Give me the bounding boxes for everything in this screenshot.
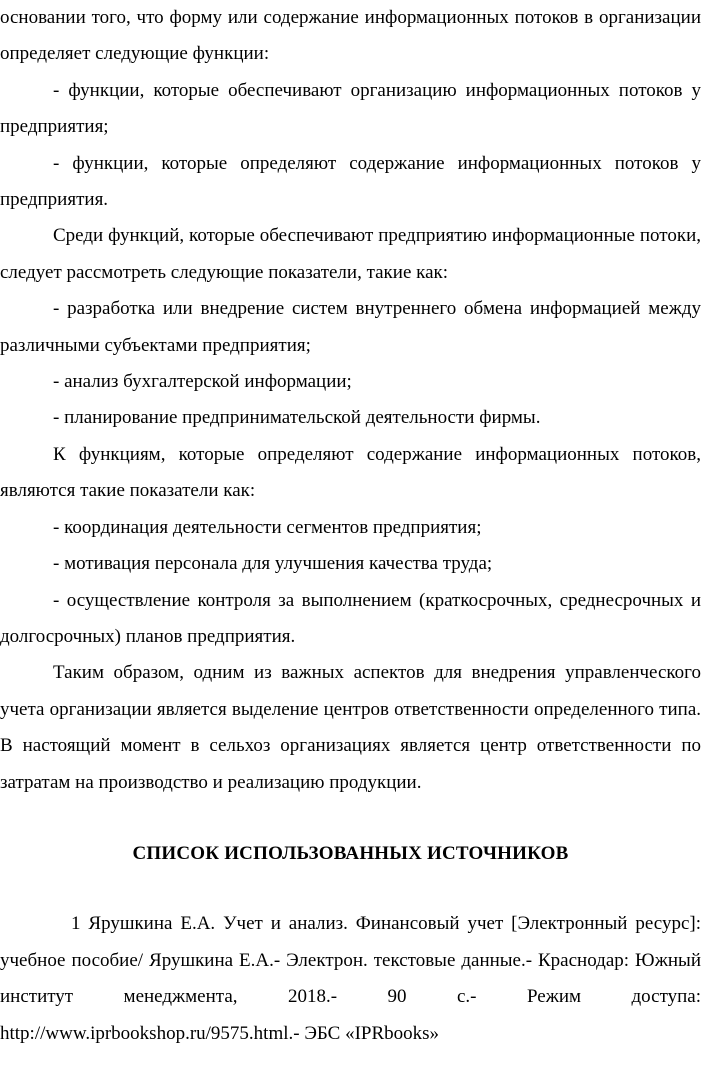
paragraph-functions-intro: Среди функций, которые обеспечивают предприятию информационные потоки, следует рассмотреть следующие показатели, такие как: — [0, 225, 701, 283]
references-heading: СПИСОК ИСПОЛЬЗОВАННЫХ ИСТОЧНИКОВ — [132, 842, 569, 864]
paragraph-content-functions: К функциям, которые определяют содержание информационных потоков, являются такие показатели как: — [0, 443, 701, 502]
list-item-control: - осуществление контроля за выполнением (краткосрочных, среднесрочных и долгосрочных) планов предприятия. — [0, 589, 701, 647]
list-item-accounting-analysis: - анализ бухгалтерской информации; — [53, 371, 352, 393]
list-item-function-organization: - функции, которые обеспечивают организацию информационных потоков у предприятия; — [0, 79, 701, 138]
spacer — [0, 801, 701, 836]
list-item-planning: - планирование предпринимательской деятельности фирмы. — [53, 407, 541, 429]
list-item-function-content: - функции, которые определяют содержание информационных потоков у предприятия. — [0, 152, 701, 211]
spacer — [0, 872, 701, 906]
paragraph-conclusion: Таким образом, одним из важных аспектов для внедрения управленческого учета организации является выделение центров ответственности определенного типа. В настоящий момент в сельхоз организациях является центр ответственности по затратам на производство и реализацию продукции. — [0, 662, 701, 793]
list-item-motivation: - мотивация персонала для улучшения качества труда; — [53, 553, 493, 575]
list-item-exchange-systems: - разработка или внедрение систем внутреннего обмена информацией между различными субъектами предприятия; — [0, 298, 701, 356]
list-item-coordination: - координация деятельности сегментов предприятия; — [53, 516, 482, 538]
reference-item: 1 Ярушкина Е.А. Учет и анализ. Финансовый учет [Электронный ресурс]: учебное пособие/ Ярушкина Е.А.- Электрон. текстовые данные.- Краснодар: Южный институт менеджмента, 2018.- 90 с.- Режим доступа: http://www.iprbookshop.ru/9575.html.- ЭБС «IPRbooks» — [0, 913, 701, 1044]
paragraph-continuation: основании того, что форму или содержание информационных потоков в организации определяет следующие функции: — [0, 7, 701, 65]
